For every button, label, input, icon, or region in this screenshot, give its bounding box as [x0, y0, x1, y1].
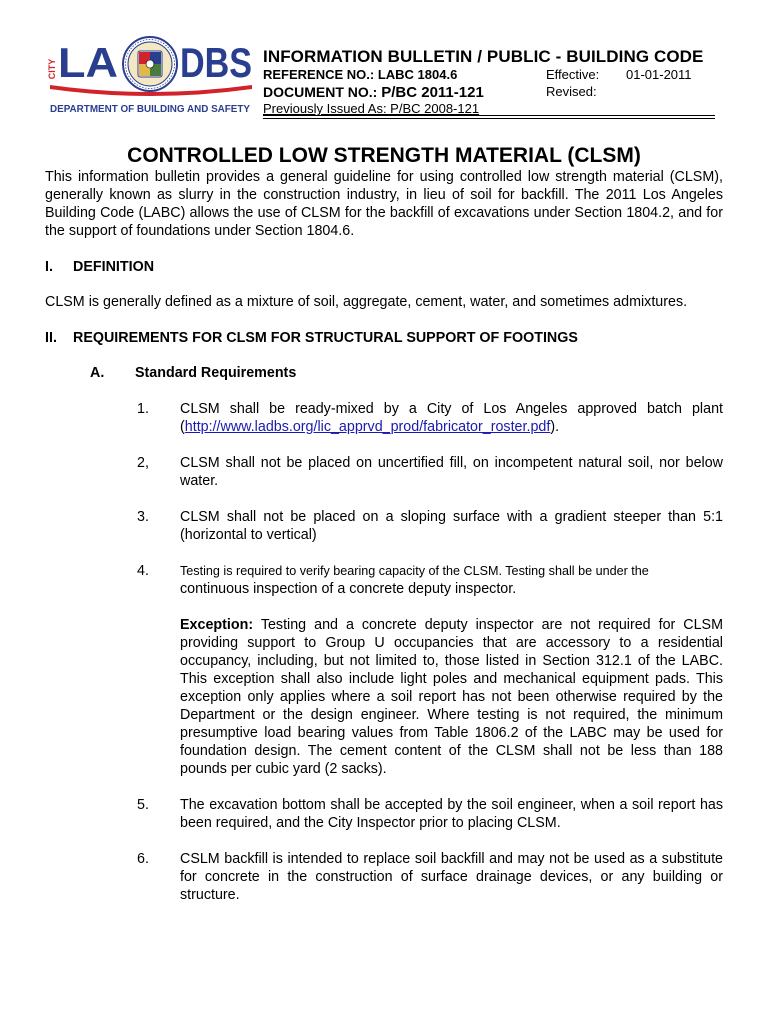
list-item: [45, 850, 723, 904]
list-item: [45, 454, 723, 490]
list-item: [45, 796, 723, 832]
document-number: [263, 83, 484, 102]
logo-city-label: CITY: [47, 58, 57, 80]
list-item: [45, 508, 723, 544]
previously-issued: Previously Issued As: P/BC 2008-121: [263, 101, 480, 116]
header-rule-bottom: [263, 118, 715, 119]
document-row: [263, 83, 715, 101]
logo-la-text: LA: [58, 39, 118, 86]
section-1-title: DEFINITION: [73, 259, 155, 275]
subsection-a-heading: [45, 364, 723, 382]
reference-number: REFERENCE NO.: LABC 1804.6: [263, 67, 458, 82]
item-6-number: 6.: [137, 851, 149, 867]
item-4-first-line: Testing is required to verify bearing capacity of the CLSM. Testing shall be under the: [180, 564, 649, 578]
list-item: [45, 400, 723, 436]
subsection-a-title: Standard Requirements: [135, 365, 297, 381]
item-5-text: The excavation bottom shall be accepted by the soil engineer, when a soil report has been required, and the City Inspector prior to placing CLSM.: [180, 797, 723, 831]
item-1-after: ).: [550, 419, 560, 435]
effective-label: Effective:: [546, 67, 600, 82]
exception-label: Exception:: [180, 617, 254, 633]
intro-paragraph: This information bulletin provides a general guideline for using controlled low strength material (CLSM), generally known as slurry in the construction industry, in lieu of soil for backfill. The 2011 Los Angeles Building Code (LABC) allows the use of CLSM for the backfill of excavations under Section 1804.2, and for the support of foundations under Section 1804.6.: [45, 169, 723, 239]
effective-date: 01-01-2011: [626, 67, 692, 82]
header-text-block: [263, 47, 715, 117]
ladbs-logo: [46, 37, 254, 117]
item-3-text: CLSM shall not be placed on a sloping surface with a gradient steeper than 5:1 (horizontal to vertical): [180, 509, 723, 543]
item-4-number: 4.: [137, 563, 149, 579]
item-4-text: [180, 562, 723, 598]
item-1-text: [180, 400, 723, 436]
section-2-title: REQUIREMENTS FOR CLSM FOR STRUCTURAL SUPPORT OF FOOTINGS: [73, 330, 578, 346]
item-6-text: CSLM backfill is intended to replace soil backfill and may not be used as a substitute for concrete in the construction of surface drainage devices, or any building or structure.: [180, 851, 723, 903]
fabricator-roster-link[interactable]: http://www.ladbs.org/lic_apprvd_prod/fabricator_roster.pdf: [184, 419, 551, 435]
list-item: [45, 562, 723, 598]
item-2-number: 2,: [137, 455, 149, 471]
exception-paragraph: [45, 616, 723, 778]
revised-label: Revised:: [546, 84, 597, 99]
document-label: DOCUMENT NO.:: [263, 84, 382, 100]
bulletin-title: INFORMATION BULLETIN / PUBLIC - BUILDING CODE: [263, 47, 704, 66]
section-2-number: II.: [45, 330, 57, 346]
item-3-number: 3.: [137, 509, 149, 525]
document-header: [0, 0, 768, 125]
section-1-heading: [45, 258, 723, 276]
item-1-body: CLSM shall be ready-mixed by a City of Los Angeles approved batch plant (: [180, 401, 723, 435]
ladbs-logo-graphic: [46, 37, 254, 117]
section-1-number: I.: [45, 259, 53, 275]
document-body: [45, 168, 723, 904]
item-4-second-line: continuous inspection of a concrete deputy inspector.: [180, 581, 517, 597]
reference-row: [263, 66, 715, 83]
section-2-heading: [45, 329, 723, 347]
subsection-a-number: A.: [90, 365, 105, 381]
logo-dbs-text: DBS: [180, 39, 252, 86]
item-2-text: CLSM shall not be placed on uncertified fill, on incompetent natural soil, nor below water.: [180, 455, 723, 489]
document-value: P/BC 2011-121: [381, 84, 484, 101]
logo-tagline: DEPARTMENT OF BUILDING AND SAFETY: [50, 103, 250, 115]
definition-text: CLSM is generally defined as a mixture of soil, aggregate, cement, water, and sometimes admixtures.: [45, 294, 688, 310]
item-5-number: 5.: [137, 797, 149, 813]
item-1-number: 1.: [137, 401, 149, 417]
city-seal-icon: [123, 37, 177, 91]
header-rule-top: [263, 115, 715, 116]
exception-text: Testing and a concrete deputy inspector are not required for CLSM providing support to Group U occupancies that are accessory to a residential occupancy, including, but not limited to, those listed in Section 312.1 of the LABC. This exception shall also include light poles and mechanical equipment pads. This exception only applies where a soil report has not been otherwise required by the Department or the design engineer. Where testing is not required, the minimum presumptive load bearing values from Table 1806.2 of the LABC may be used for foundation design. The cement content of the CLSM shall not be less than 188 pounds per cubic yard (2 sacks).: [180, 617, 723, 777]
document-title: CONTROLLED LOW STRENGTH MATERIAL (CLSM): [127, 144, 641, 167]
